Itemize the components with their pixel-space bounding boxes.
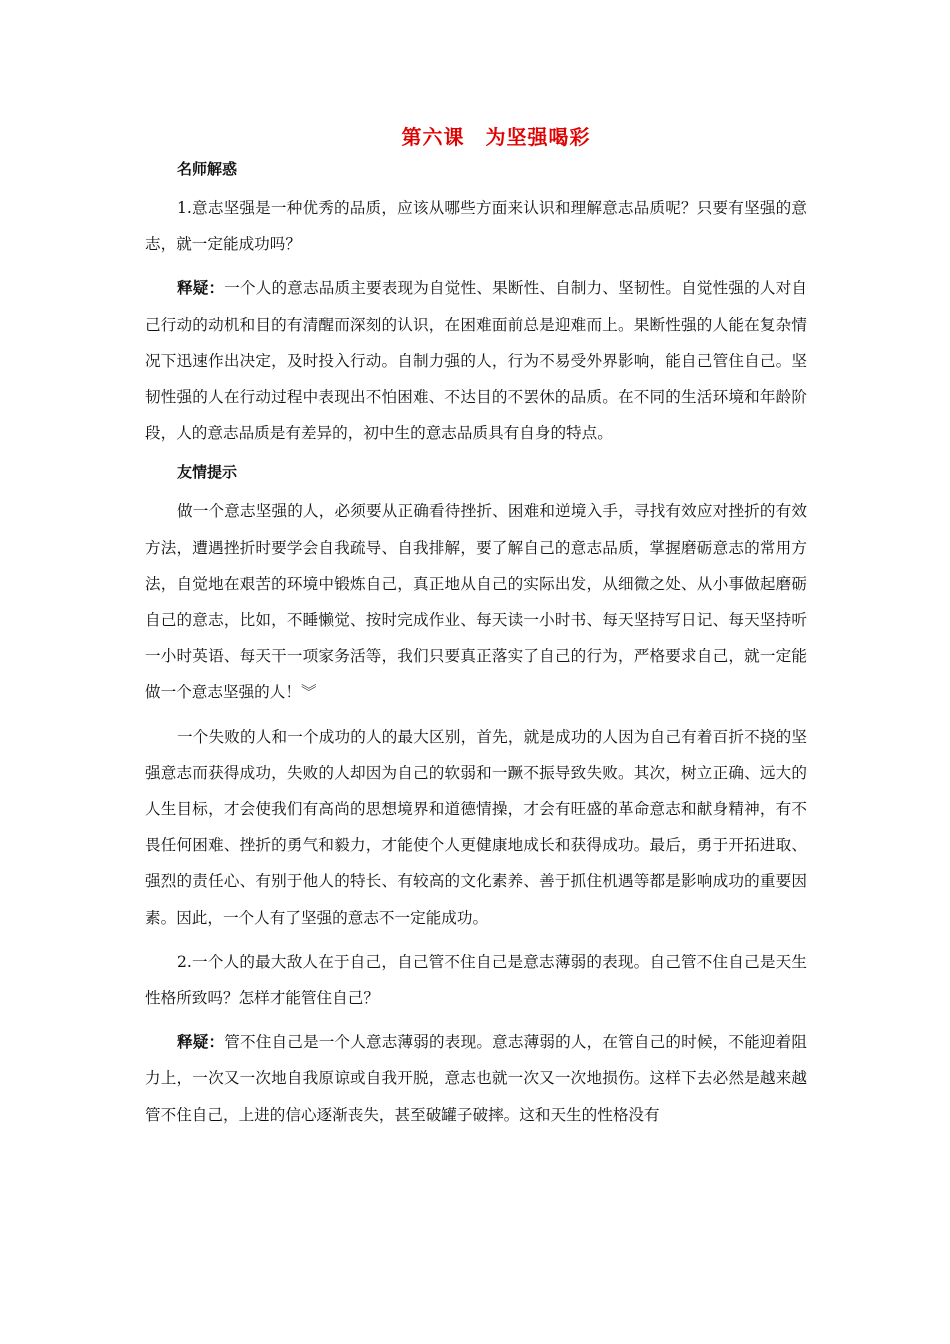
- question-2: 2.一个人的最大敌人在于自己，自己管不住自己是意志薄弱的表现。自己管不住自己是天生性格所致吗？怎样才能管住自己？: [145, 952, 807, 1008]
- tip-paragraph-2: 一个失败的人和一个成功的人的最大区别，首先，就是成功的人因为自己有着百折不挠的坚强意志而获得成功，失败的人却因为自己的软弱和一蹶不振导致失败。其次，树立正确、远大的人生目标，才会使我们有高尚的思想境界和道德情操，才会有旺盛的革命意志和献身精神，有不畏任何困难、挫折的勇气和毅力，才能使个人更健康地成长和获得成功。最后，勇于开拓进取、强烈的责任心、有别于他人的特长、有较高的文化素养、善于抓住机遇等都是影响成功的重要因素。因此，一个人有了坚强的意志不一定能成功。: [145, 727, 807, 927]
- lesson-title: 第六课 为坚强喝彩: [401, 125, 591, 149]
- answer-1: [145, 270, 807, 451]
- tip-paragraph-1-text: 做一个意志坚强的人，必须要从正确看待挫折、困难和逆境入手，寻找有效应对挫折的有效方法，遭遇挫折时要学会自我疏导、自我排解，要了解自己的意志品质，掌握磨砺意志的常用方法，自觉地在艰苦的环境中锻炼自己，真正地从自己的实际出发，从细微之处、从小事做起磨砺自己的意志，比如，不睡懒觉、按时完成作业、每天读一小时书、每天坚持写日记、每天坚持听一小时英语、每天干一项家务活等，我们只要真正落实了自己的行为，严格要求自己，就一定能做一个意志坚强的人！: [145, 502, 807, 702]
- tip-mark: ︾: [300, 683, 317, 702]
- answer-2-text: 管不住自己是一个人意志薄弱的表现。意志薄弱的人，在管自己的时候，不能迎着阻力上，一次又一次地自我原谅或自我开脱，意志也就一次又一次地损伤。这样下去必然是越来越管不住自己，上进的信心逐渐丧失，甚至破罐子破摔。这和天生的性格没有: [145, 1033, 807, 1124]
- document-content: [145, 122, 807, 1133]
- answer-1-label: 释疑：: [177, 278, 225, 298]
- answer-1-text: 一个人的意志品质主要表现为自觉性、果断性、自制力、坚韧性。自觉性强的人对自己行动的动机和目的有清醒而深刻的认识，在困难面前总是迎难而上。果断性强的人能在复杂情况下迅速作出决定，及时投入行动。自制力强的人，行为不易受外界影响，能自己管住自己。坚韧性强的人在行动过程中表现出不怕困难、不达目的不罢休的品质。在不同的生活环境和年龄阶段，人的意志品质是有差异的，初中生的意志品质具有自身的特点。: [145, 279, 807, 443]
- answer-2: [145, 1024, 807, 1133]
- tip-paragraph-1: [145, 493, 807, 710]
- section-heading-friendly-tips: 友情提示: [177, 463, 238, 482]
- answer-2-label: 释疑：: [177, 1032, 225, 1052]
- question-1: 1.意志坚强是一种优秀的品质，应该从哪些方面来认识和理解意志品质呢？只要有坚强的意志，就一定能成功吗？: [145, 199, 807, 254]
- section-heading-teacher-answers: 名师解惑: [177, 160, 238, 178]
